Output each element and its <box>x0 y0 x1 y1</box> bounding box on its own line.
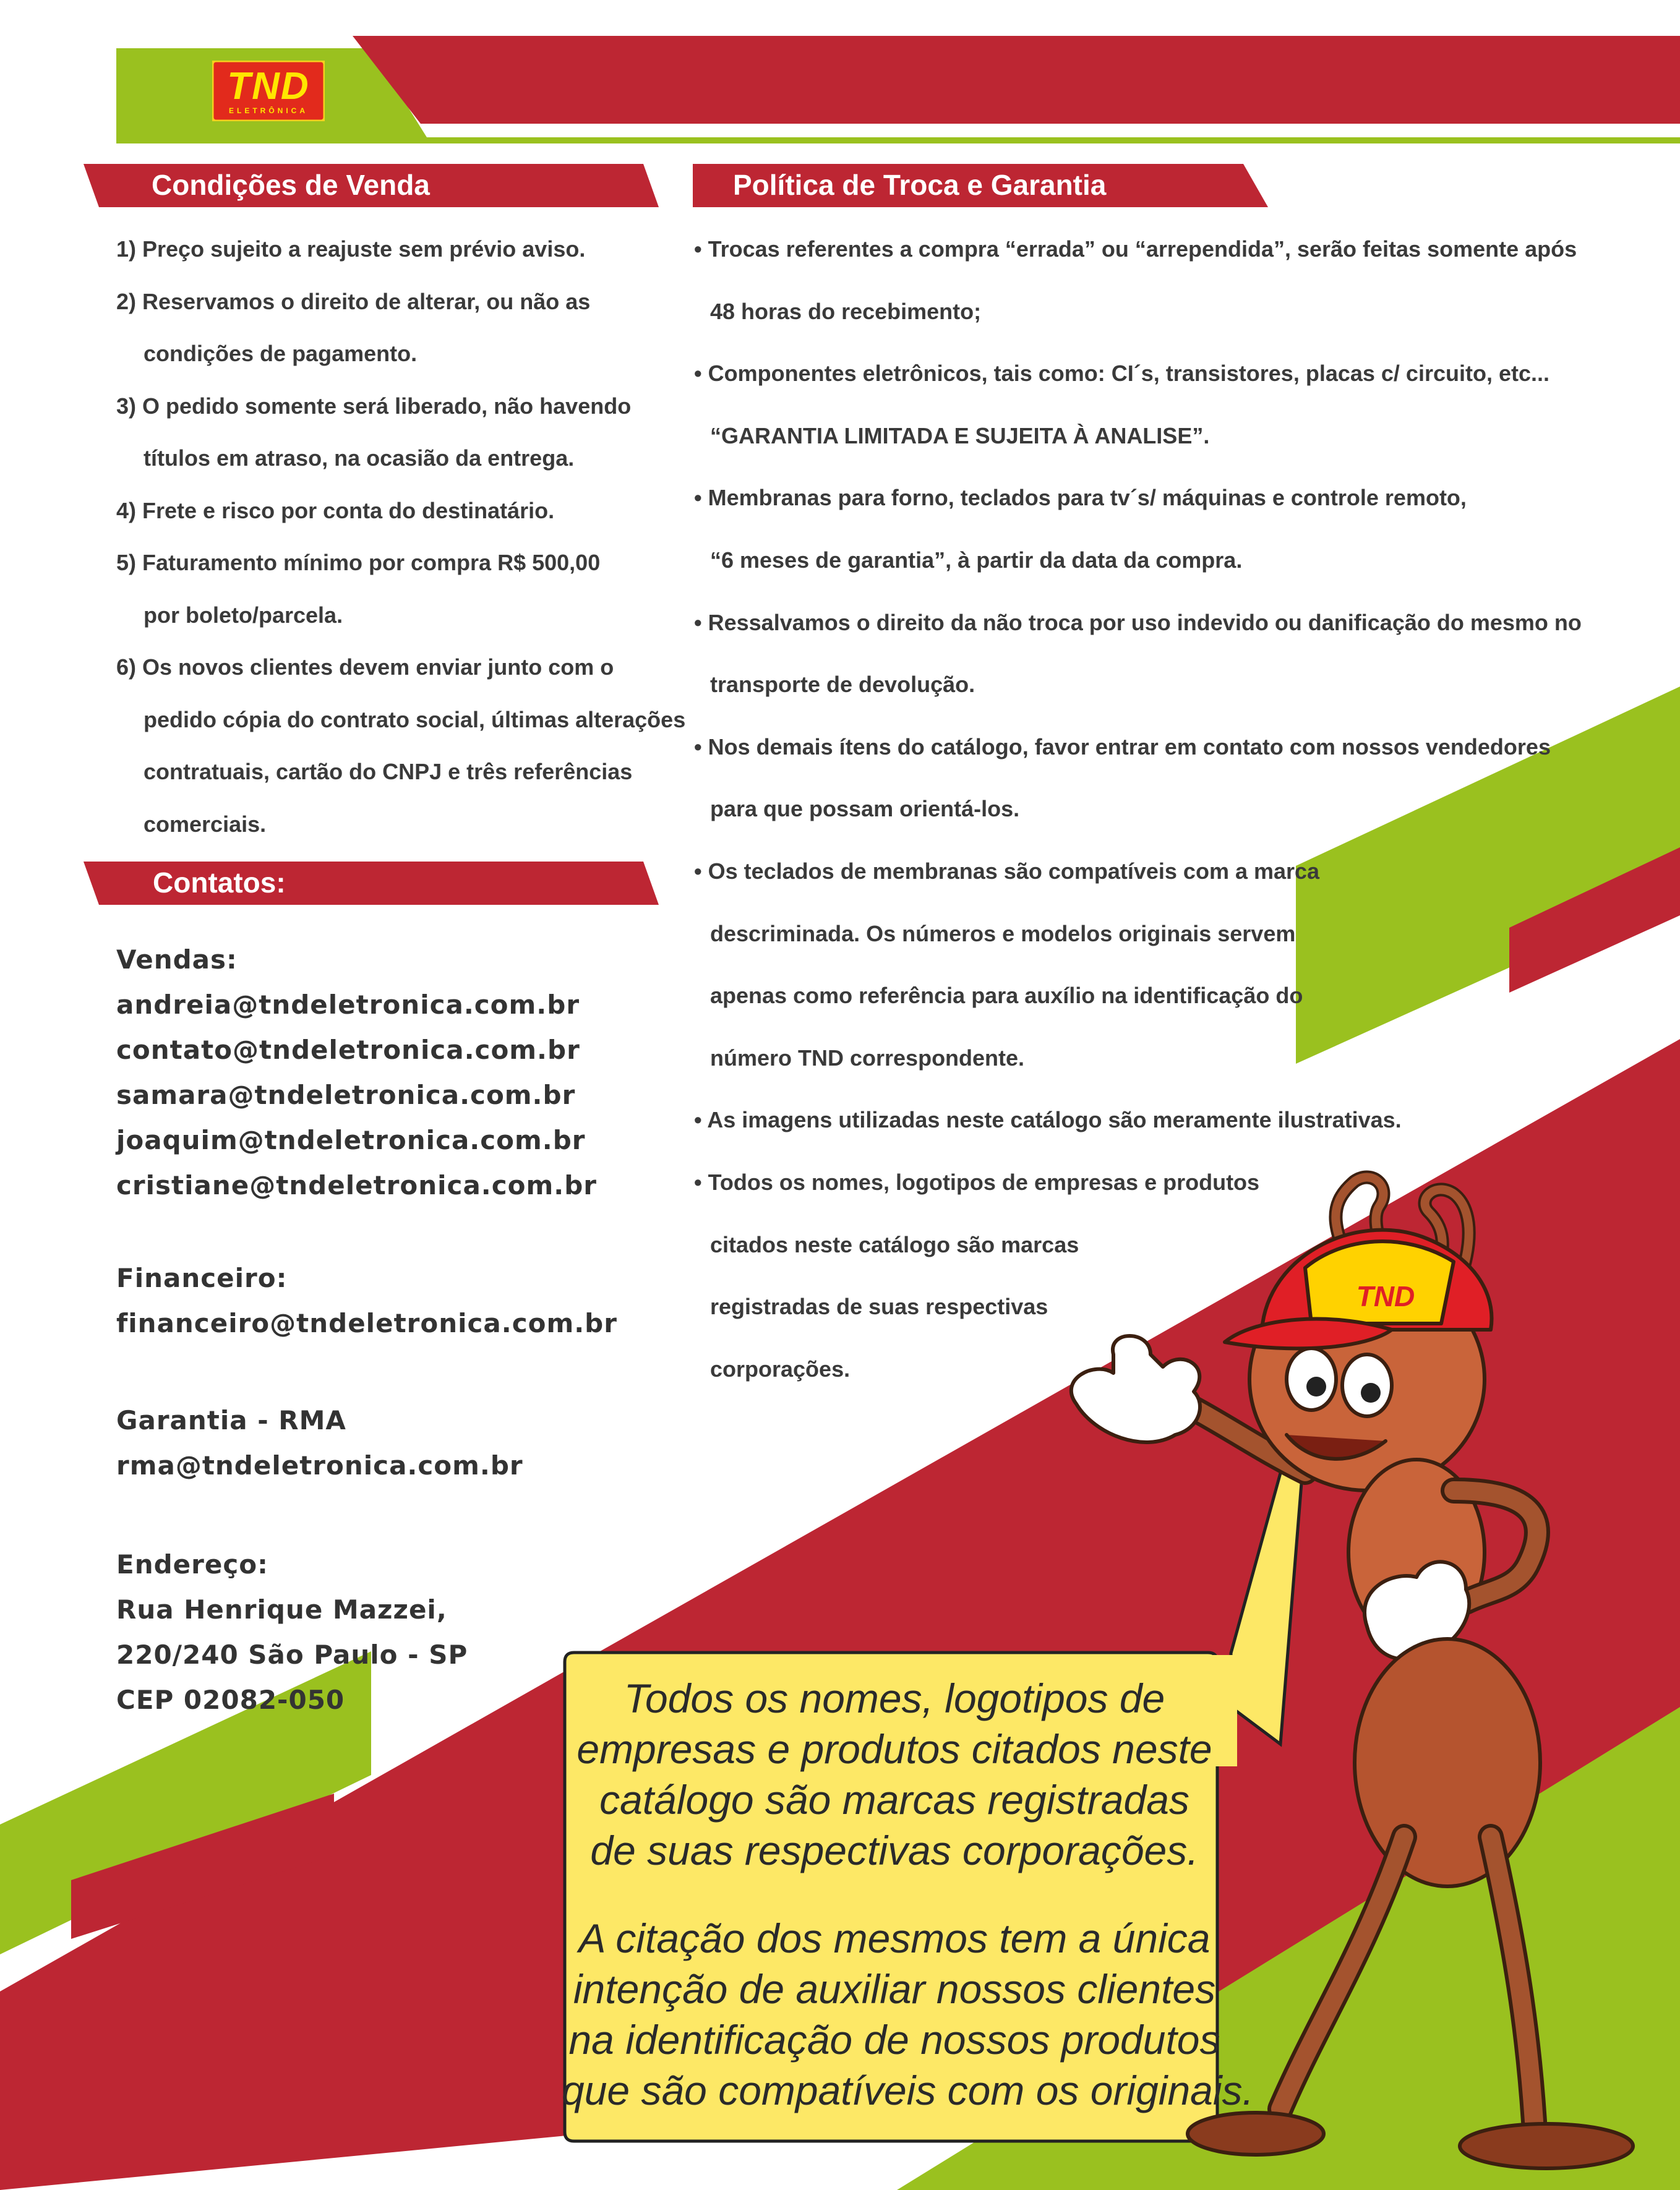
sales-label: Vendas: <box>116 944 238 975</box>
bubble-line: na identificação de nossos produtos <box>568 2017 1220 2063</box>
contacts-title: Contatos: <box>153 866 286 899</box>
conditions-line: por boleto/parcela. <box>144 602 343 628</box>
bubble-line: catálogo são marcas registradas <box>599 1777 1189 1823</box>
conditions-line: comerciais. <box>144 811 267 837</box>
ant-mascot-icon <box>1021 1144 1664 2183</box>
policy-line: 48 horas do recebimento; <box>710 298 982 324</box>
sales-email-link[interactable]: contato@tndeletronica.com.br <box>116 1035 580 1065</box>
finance-email-link[interactable]: financeiro@tndeletronica.com.br <box>116 1308 617 1338</box>
policy-line: • As imagens utilizadas neste catálogo são meramente ilustrativas. <box>694 1107 1402 1133</box>
policy-title: Política de Troca e Garantia <box>733 169 1107 201</box>
policy-line: citados neste catálogo são marcas <box>710 1231 1079 1257</box>
policy-line: • Os teclados de membranas são compatíveis com a marca <box>694 858 1320 884</box>
policy-line: número TND correspondente. <box>710 1045 1025 1071</box>
conditions-line: 5) Faturamento mínimo por compra R$ 500,00 <box>116 550 601 575</box>
policy-line: apenas como referência para auxílio na identificação do <box>710 983 1303 1009</box>
conditions-list <box>116 231 686 858</box>
conditions-line: condições de pagamento. <box>144 341 418 366</box>
bubble-line: de suas respectivas corporações. <box>590 1828 1199 1873</box>
sales-email-link[interactable]: cristiane@tndeletronica.com.br <box>116 1170 597 1200</box>
policy-line: “GARANTIA LIMITADA E SUJEITA À ANALISE”. <box>710 422 1210 448</box>
bubble-line: que são compatíveis com os originais. <box>562 2068 1254 2113</box>
conditions-line: 4) Frete e risco por conta do destinatário. <box>116 497 555 523</box>
conditions-line: pedido cópia do contrato social, últimas alterações <box>144 706 686 732</box>
sales-email-link[interactable]: samara@tndeletronica.com.br <box>116 1080 576 1110</box>
conditions-line: títulos em atraso, na ocasião da entrega. <box>144 445 575 471</box>
conditions-line: 6) Os novos clientes devem enviar junto com o <box>116 654 614 680</box>
policy-line: corporações. <box>710 1356 851 1382</box>
logo-text: TND <box>227 65 310 108</box>
policy-line: registradas de suas respectivas <box>710 1294 1048 1320</box>
policy-line: • Nos demais ítens do catálogo, favor entrar em contato com nossos vendedores <box>694 734 1551 759</box>
header-red-band <box>353 36 1680 124</box>
policy-line: transporte de devolução. <box>710 672 975 698</box>
policy-line: para que possam orientá-los. <box>710 796 1020 822</box>
address-line: CEP 02082-050 <box>116 1685 345 1715</box>
bubble-line: A citação dos mesmos tem a única <box>578 1915 1211 1961</box>
sales-email-link[interactable]: joaquim@tndeletronica.com.br <box>116 1125 586 1155</box>
contacts-finance <box>116 1255 617 1346</box>
conditions-line: contratuais, cartão do CNPJ e três referências <box>144 759 633 784</box>
address-line: Rua Henrique Mazzei, <box>116 1594 447 1625</box>
policy-line: • Membranas para forno, teclados para tv´s/ máquinas e controle remoto, <box>694 485 1467 511</box>
conditions-title: Condições de Venda <box>152 169 430 201</box>
bubble-line: Todos os nomes, logotipos de <box>624 1675 1165 1721</box>
policy-line: descriminada. Os números e modelos originais servem <box>710 920 1296 946</box>
header-logo[interactable] <box>212 61 325 121</box>
finance-label: Financeiro: <box>116 1263 288 1293</box>
conditions-line: 1) Preço sujeito a reajuste sem prévio aviso. <box>116 236 586 262</box>
rma-email-link[interactable]: rma@tndeletronica.com.br <box>116 1450 523 1481</box>
sales-email-link[interactable]: andreia@tndeletronica.com.br <box>116 990 580 1020</box>
policy-line: • Trocas referentes a compra “errada” ou “arrependida”, serão feitas somente após <box>694 236 1577 262</box>
policy-line: “6 meses de garantia”, à partir da data da compra. <box>710 547 1243 573</box>
conditions-line: 2) Reservamos o direito de alterar, ou não as <box>116 288 591 314</box>
bubble-line: empresas e produtos citados neste <box>576 1726 1212 1772</box>
bubble-line: intenção de auxiliar nossos clientes <box>573 1966 1216 2012</box>
contacts-address <box>116 1542 468 1722</box>
address-label: Endereço: <box>116 1549 268 1580</box>
address-line: 220/240 São Paulo - SP <box>116 1640 468 1670</box>
contacts-sales <box>116 937 597 1208</box>
logo-subtext: ELETRÔNICA <box>229 106 308 115</box>
contacts-rma <box>116 1398 523 1488</box>
policy-line: • Componentes eletrônicos, tais como: CI´s, transistores, placas c/ circuito, etc... <box>694 361 1549 387</box>
rma-label: Garantia - RMA <box>116 1405 346 1435</box>
policy-line: • Ressalvamos o direito da não troca por uso indevido ou danificação do mesmo no <box>694 609 1582 635</box>
cap-logo-text: TND <box>1356 1280 1415 1312</box>
conditions-line: 3) O pedido somente será liberado, não havendo <box>116 393 632 419</box>
policy-line: • Todos os nomes, logotipos de empresas e produtos <box>694 1169 1260 1195</box>
